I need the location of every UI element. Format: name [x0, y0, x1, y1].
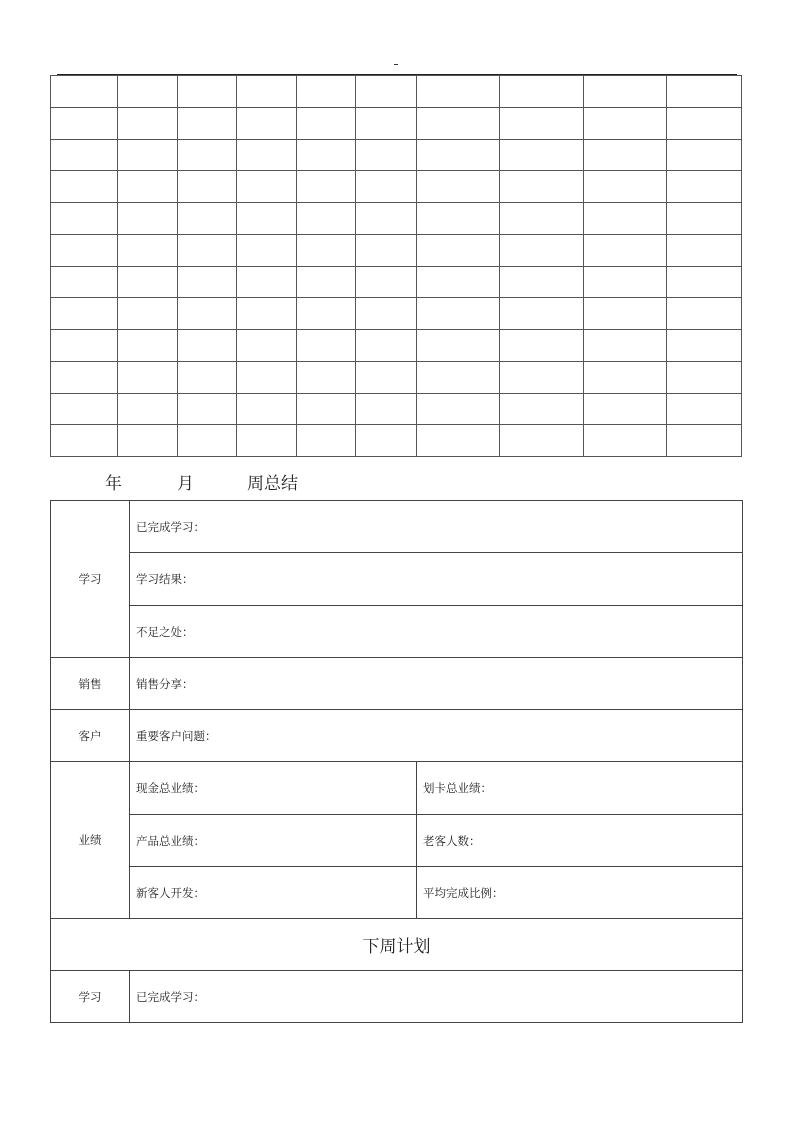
customers-category: 客户	[51, 710, 130, 762]
grid-row	[51, 107, 742, 139]
next-week-plan-title: 下周计划	[51, 919, 743, 971]
grid-cell[interactable]	[237, 266, 297, 298]
grid-cell[interactable]	[51, 361, 118, 393]
grid-cell[interactable]	[297, 425, 356, 457]
grid-cell[interactable]	[178, 425, 237, 457]
sales-category: 销售	[51, 658, 130, 710]
grid-cell[interactable]	[500, 107, 584, 139]
grid-cell[interactable]	[51, 107, 118, 139]
grid-cell[interactable]	[584, 393, 667, 425]
performance-category: 业绩	[51, 762, 130, 919]
grid-cell[interactable]	[356, 234, 417, 266]
performance-row-1	[51, 762, 743, 815]
grid-cell[interactable]	[297, 330, 356, 362]
grid-row	[51, 393, 742, 425]
grid-cell[interactable]	[118, 330, 178, 362]
grid-cell[interactable]	[667, 139, 742, 171]
customers-row	[51, 710, 743, 762]
study-results-field[interactable]: 学习结果：	[130, 553, 743, 606]
grid-cell[interactable]	[297, 298, 356, 330]
year-label: 年	[105, 474, 122, 494]
new-customers-field[interactable]: 新客人开发：	[130, 867, 417, 919]
weekly-summary-table	[50, 500, 743, 1023]
grid-cell[interactable]	[178, 298, 237, 330]
grid-cell[interactable]	[118, 361, 178, 393]
grid-cell[interactable]	[237, 330, 297, 362]
grid-cell[interactable]	[584, 171, 667, 203]
grid-row	[51, 425, 742, 457]
grid-cell[interactable]	[51, 171, 118, 203]
grid-cell[interactable]	[667, 171, 742, 203]
grid-row	[51, 139, 742, 171]
grid-row	[51, 330, 742, 362]
grid-cell[interactable]	[297, 361, 356, 393]
grid-cell[interactable]	[667, 298, 742, 330]
grid-cell[interactable]	[51, 76, 118, 108]
grid-cell[interactable]	[178, 107, 237, 139]
grid-cell[interactable]	[667, 393, 742, 425]
grid-cell[interactable]	[356, 76, 417, 108]
study-shortcomings-field[interactable]: 不足之处：	[130, 606, 743, 658]
grid-cell[interactable]	[500, 76, 584, 108]
grid-cell[interactable]	[417, 361, 500, 393]
next-week-plan-title-row	[51, 919, 743, 971]
grid-cell[interactable]	[356, 107, 417, 139]
grid-cell[interactable]	[356, 266, 417, 298]
grid-cell[interactable]	[417, 139, 500, 171]
grid-row	[51, 266, 742, 298]
grid-cell[interactable]	[417, 266, 500, 298]
grid-cell[interactable]	[118, 203, 178, 235]
blank-grid-body	[51, 76, 742, 457]
grid-cell[interactable]	[356, 393, 417, 425]
weekly-summary-label: 周总结	[247, 474, 298, 494]
product-total-field[interactable]: 产品总业绩：	[130, 815, 417, 867]
grid-cell[interactable]	[178, 171, 237, 203]
grid-cell[interactable]	[667, 107, 742, 139]
grid-cell[interactable]	[51, 298, 118, 330]
grid-cell[interactable]	[51, 425, 118, 457]
grid-cell[interactable]	[178, 361, 237, 393]
grid-cell[interactable]	[584, 330, 667, 362]
performance-row-2	[51, 815, 743, 867]
plan-study-completed-field[interactable]: 已完成学习：	[130, 971, 743, 1023]
grid-cell[interactable]	[500, 330, 584, 362]
grid-cell[interactable]	[667, 203, 742, 235]
grid-cell[interactable]	[417, 171, 500, 203]
grid-cell[interactable]	[297, 203, 356, 235]
grid-cell[interactable]	[584, 234, 667, 266]
grid-cell[interactable]	[500, 139, 584, 171]
grid-cell[interactable]	[356, 203, 417, 235]
grid-cell[interactable]	[51, 266, 118, 298]
grid-cell[interactable]	[584, 203, 667, 235]
grid-cell[interactable]	[51, 330, 118, 362]
grid-cell[interactable]	[297, 234, 356, 266]
performance-row-3	[51, 867, 743, 919]
grid-row	[51, 361, 742, 393]
month-label: 月	[177, 474, 194, 494]
grid-cell[interactable]	[297, 393, 356, 425]
grid-cell[interactable]	[237, 203, 297, 235]
grid-cell[interactable]	[667, 330, 742, 362]
grid-cell[interactable]	[297, 76, 356, 108]
grid-cell[interactable]	[237, 298, 297, 330]
grid-cell[interactable]	[297, 139, 356, 171]
grid-cell[interactable]	[237, 171, 297, 203]
grid-cell[interactable]	[118, 298, 178, 330]
grid-cell[interactable]	[51, 139, 118, 171]
grid-cell[interactable]	[417, 298, 500, 330]
grid-cell[interactable]	[237, 393, 297, 425]
grid-cell[interactable]	[417, 393, 500, 425]
grid-cell[interactable]	[584, 76, 667, 108]
grid-cell[interactable]	[500, 171, 584, 203]
grid-cell[interactable]	[178, 234, 237, 266]
grid-cell[interactable]	[667, 234, 742, 266]
sales-row	[51, 658, 743, 710]
grid-cell[interactable]	[51, 203, 118, 235]
grid-cell[interactable]	[500, 234, 584, 266]
grid-cell[interactable]	[178, 203, 237, 235]
grid-cell[interactable]	[118, 266, 178, 298]
grid-cell[interactable]	[118, 425, 178, 457]
grid-cell[interactable]	[356, 361, 417, 393]
summary-title	[0, 469, 792, 493]
grid-cell[interactable]	[118, 234, 178, 266]
grid-cell[interactable]	[237, 425, 297, 457]
grid-cell[interactable]	[417, 330, 500, 362]
study-shortcomings-row	[51, 606, 743, 658]
grid-cell[interactable]	[417, 234, 500, 266]
grid-cell[interactable]	[500, 203, 584, 235]
card-total-field[interactable]: 划卡总业绩：	[417, 762, 743, 815]
grid-row	[51, 298, 742, 330]
grid-row	[51, 203, 742, 235]
grid-cell[interactable]	[178, 330, 237, 362]
grid-cell[interactable]	[356, 298, 417, 330]
grid-cell[interactable]	[178, 139, 237, 171]
grid-cell[interactable]	[417, 203, 500, 235]
grid-cell[interactable]	[356, 330, 417, 362]
grid-cell[interactable]	[237, 76, 297, 108]
grid-cell[interactable]	[500, 298, 584, 330]
grid-cell[interactable]	[417, 107, 500, 139]
grid-cell[interactable]	[584, 139, 667, 171]
grid-cell[interactable]	[584, 298, 667, 330]
grid-cell[interactable]	[118, 171, 178, 203]
plan-study-category: 学习	[51, 971, 130, 1023]
plan-study-row	[51, 971, 743, 1023]
grid-cell[interactable]	[237, 139, 297, 171]
grid-cell[interactable]	[500, 393, 584, 425]
grid-cell[interactable]	[356, 139, 417, 171]
grid-cell[interactable]	[51, 234, 118, 266]
grid-cell[interactable]	[667, 361, 742, 393]
grid-cell[interactable]	[237, 361, 297, 393]
grid-cell[interactable]	[356, 425, 417, 457]
grid-cell[interactable]	[297, 266, 356, 298]
study-completed-row	[51, 501, 743, 553]
grid-cell[interactable]	[584, 266, 667, 298]
grid-cell[interactable]	[118, 393, 178, 425]
header-mark	[394, 64, 398, 65]
grid-cell[interactable]	[584, 107, 667, 139]
grid-cell[interactable]	[584, 361, 667, 393]
study-results-row	[51, 553, 743, 606]
grid-cell[interactable]	[297, 171, 356, 203]
grid-cell[interactable]	[237, 234, 297, 266]
cash-total-field[interactable]: 现金总业绩：	[130, 762, 417, 815]
study-completed-field[interactable]: 已完成学习：	[130, 501, 743, 553]
grid-cell[interactable]	[584, 425, 667, 457]
grid-cell[interactable]	[667, 425, 742, 457]
grid-cell[interactable]	[500, 266, 584, 298]
grid-cell[interactable]	[667, 266, 742, 298]
grid-cell[interactable]	[356, 171, 417, 203]
grid-cell[interactable]	[500, 361, 584, 393]
grid-cell[interactable]	[178, 76, 237, 108]
grid-cell[interactable]	[118, 139, 178, 171]
grid-cell[interactable]	[667, 76, 742, 108]
grid-row	[51, 234, 742, 266]
grid-row	[51, 171, 742, 203]
grid-row	[51, 76, 742, 108]
blank-grid-table	[50, 75, 742, 457]
grid-cell[interactable]	[417, 425, 500, 457]
grid-cell[interactable]	[178, 393, 237, 425]
avg-completion-field[interactable]: 平均完成比例：	[417, 867, 743, 919]
study-category: 学习	[51, 501, 130, 658]
sales-share-field[interactable]: 销售分享：	[130, 658, 743, 710]
grid-cell[interactable]	[51, 393, 118, 425]
grid-cell[interactable]	[297, 107, 356, 139]
returning-customers-field[interactable]: 老客人数：	[417, 815, 743, 867]
key-customer-issues-field[interactable]: 重要客户问题：	[130, 710, 743, 762]
grid-cell[interactable]	[237, 107, 297, 139]
grid-cell[interactable]	[417, 76, 500, 108]
grid-cell[interactable]	[500, 425, 584, 457]
grid-cell[interactable]	[118, 107, 178, 139]
grid-cell[interactable]	[178, 266, 237, 298]
grid-cell[interactable]	[118, 76, 178, 108]
